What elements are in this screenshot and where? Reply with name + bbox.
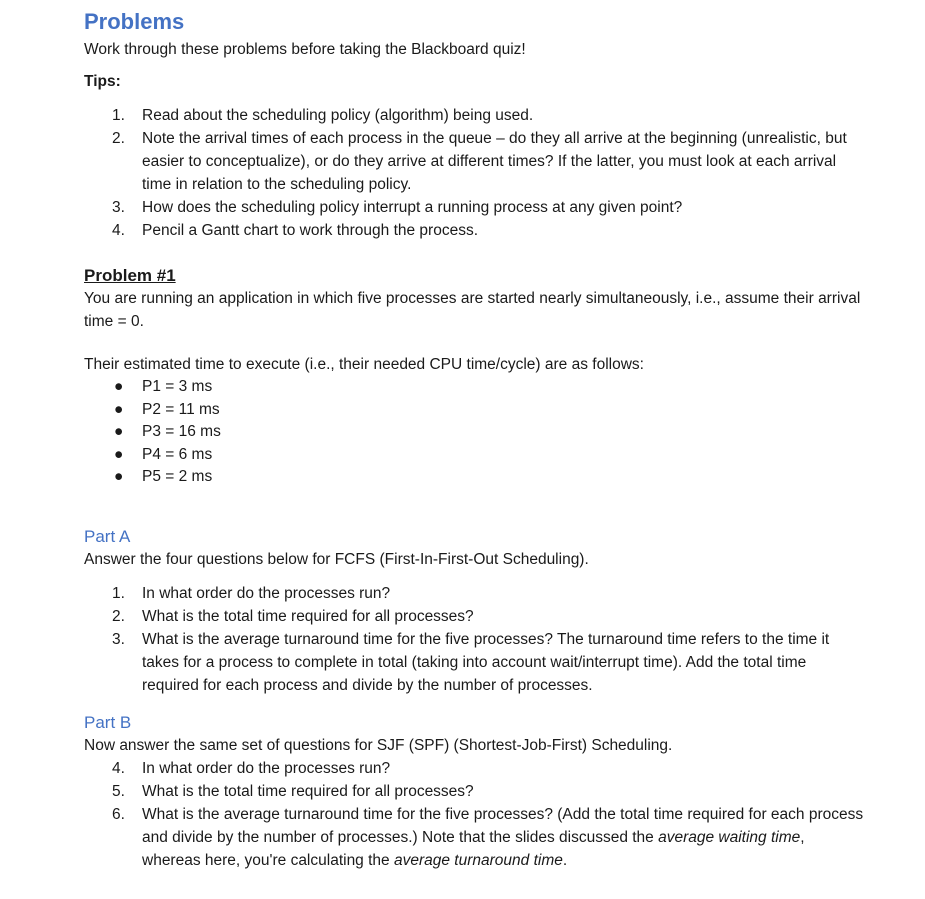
page-title: Problems xyxy=(84,9,185,34)
list-item xyxy=(84,466,864,489)
item-text: What is the total time required for all processes? xyxy=(142,782,474,800)
list-item xyxy=(84,628,864,697)
list-item xyxy=(84,605,864,628)
part-b-intro: Now answer the same set of questions for SJF (SPF) (Shortest-Job-First) Scheduling. xyxy=(84,736,673,754)
list-item xyxy=(84,780,864,803)
part-b-questions xyxy=(84,757,864,872)
list-item xyxy=(84,196,864,219)
part-a-questions xyxy=(84,582,864,697)
intro-text: Work through these problems before taking the Blackboard quiz! xyxy=(84,41,526,58)
part-a-heading: Part A xyxy=(84,526,131,546)
item-number: 3. xyxy=(112,199,125,216)
item-text: P4 = 6 ms xyxy=(142,445,213,463)
item-number: 2. xyxy=(112,130,125,147)
bullet-icon: ● xyxy=(114,423,124,440)
item-number: 3. xyxy=(112,630,125,648)
item-number: 5. xyxy=(112,782,125,800)
tips-label: Tips: xyxy=(84,73,121,90)
problem-heading: Problem #1 xyxy=(84,266,176,285)
item-text: In what order do the processes run? xyxy=(142,584,391,602)
tips-list xyxy=(84,104,864,242)
item-number: 4. xyxy=(112,222,125,239)
list-item xyxy=(84,399,864,422)
times-intro: Their estimated time to execute (i.e., their needed CPU time/cycle) are as follows: xyxy=(84,356,644,373)
item-text: How does the scheduling policy interrupt a running process at any given point? xyxy=(142,199,683,216)
list-item xyxy=(84,421,864,444)
item-text: In what order do the processes run? xyxy=(142,759,391,777)
list-item xyxy=(84,376,864,399)
document-page xyxy=(84,6,864,872)
item-text: P1 = 3 ms xyxy=(142,378,213,395)
item-text: Pencil a Gantt chart to work through the process. xyxy=(142,222,479,239)
item-number: 2. xyxy=(112,607,125,625)
list-item xyxy=(84,803,864,872)
list-item xyxy=(84,444,864,467)
list-item xyxy=(84,127,864,196)
item-text: P2 = 11 ms xyxy=(142,400,220,418)
bullet-icon: ● xyxy=(114,400,124,418)
bullet-icon: ● xyxy=(114,378,124,395)
item-text: What is the total time required for all processes? xyxy=(142,607,474,625)
list-item xyxy=(84,582,864,605)
part-b-heading: Part B xyxy=(84,712,132,732)
item-text: Read about the scheduling policy (algorithm) being used. xyxy=(142,107,534,124)
item-text: What is the average turnaround time for the five processes? The turnaround time refers to the time it takes for a process to complete in total (taking into account wait/interrupt time). Add the total time required for each process and divide by the number of processes. xyxy=(142,630,830,694)
item-text: Note the arrival times of each process in the queue – do they all arrive at the beginning (unrealistic, but easier to conceptualize), or do they arrive at different times? If the latter, you must look at each arrival time in relation to the scheduling policy. xyxy=(142,130,847,193)
item-text: P3 = 16 ms xyxy=(142,423,221,440)
part-a-intro: Answer the four questions below for FCFS (First-In-First-Out Scheduling). xyxy=(84,550,589,568)
item-text: P5 = 2 ms xyxy=(142,468,213,485)
bullet-icon: ● xyxy=(114,445,124,463)
emphasis-text: average waiting time xyxy=(658,828,801,846)
process-list xyxy=(84,376,864,489)
item-text: What is the average turnaround time for the five processes? (Add the total time required for each process and divide by the number of processes.) Note that the slides discussed the average waiting time, whereas here, you're calculating the average turnaround time. xyxy=(142,805,864,869)
item-number: 1. xyxy=(112,584,125,602)
list-item xyxy=(84,757,864,780)
emphasis-text: average turnaround time xyxy=(393,851,563,869)
list-item xyxy=(84,219,864,242)
list-item xyxy=(84,104,864,127)
item-number: 1. xyxy=(112,107,125,124)
item-number: 6. xyxy=(112,805,125,823)
problem-description: You are running an application in which five processes are started nearly simultaneously, i.e., assume their arrival time = 0. xyxy=(84,290,861,330)
item-number: 4. xyxy=(112,759,125,777)
bullet-icon: ● xyxy=(114,468,124,485)
